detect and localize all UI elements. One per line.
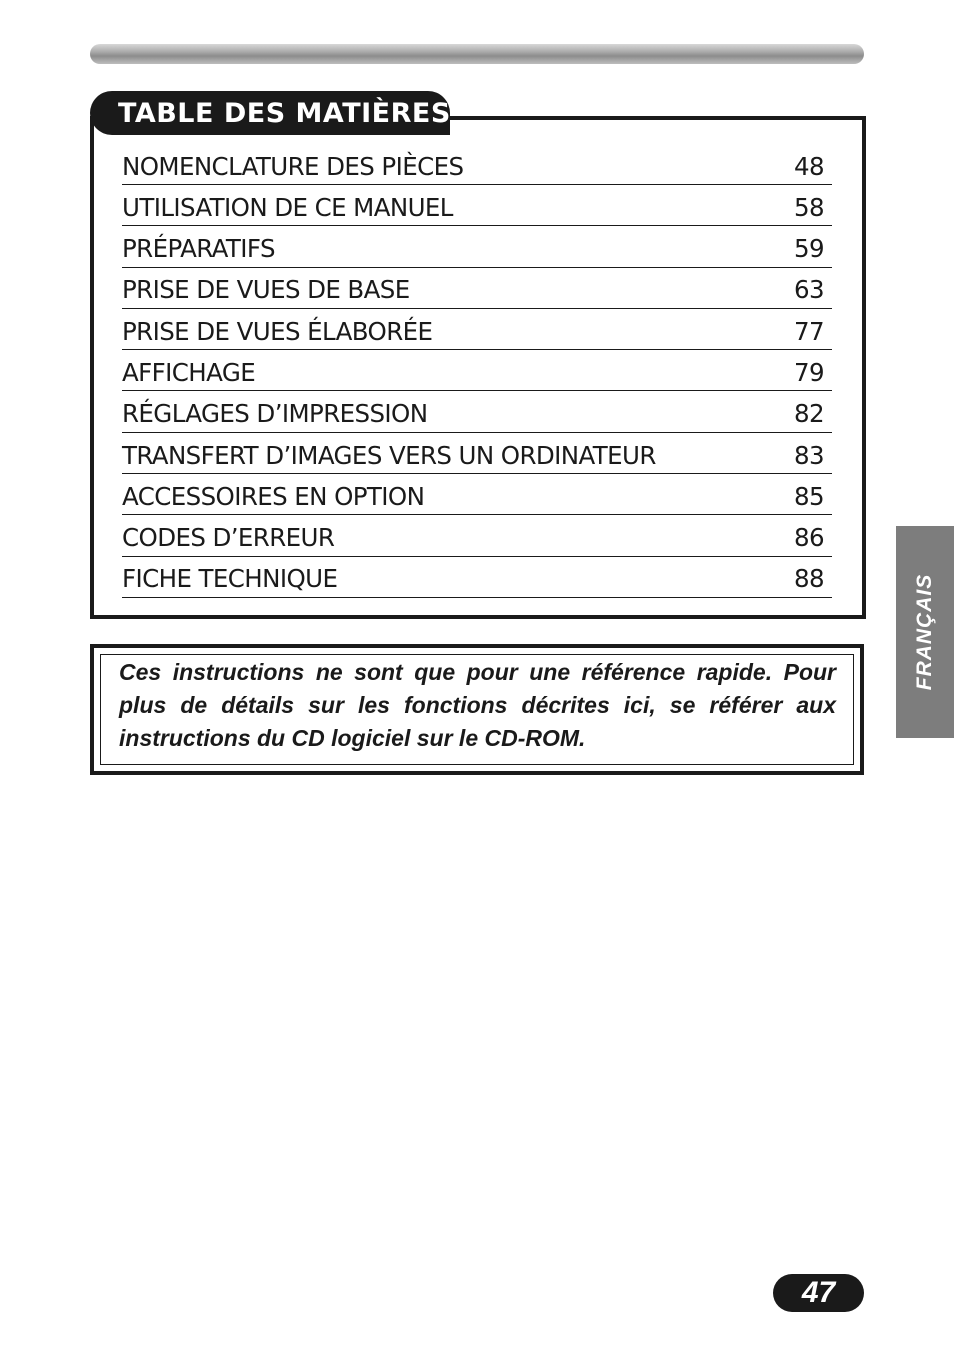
toc-entry-page: 58 xyxy=(794,192,824,222)
toc-entry-page: 83 xyxy=(794,440,824,470)
toc-entry[interactable] xyxy=(122,393,832,433)
note-text: Ces instructions ne sont que pour une référence rapide. Pour plus de détails sur les fonctions décrites ici, se référer aux instructions du CD logiciel sur le CD-ROM. xyxy=(119,659,836,751)
toc-entry-page: 79 xyxy=(794,357,824,387)
page-number-badge xyxy=(773,1274,864,1312)
toc-entry-label: CODES D’ERREUR xyxy=(122,523,335,553)
toc-entry[interactable] xyxy=(122,145,832,185)
toc-entry[interactable] xyxy=(122,517,832,557)
header-decorative-bar xyxy=(90,44,864,64)
toc-entry[interactable] xyxy=(122,351,832,391)
toc-entry[interactable] xyxy=(122,475,832,515)
toc-entry[interactable] xyxy=(122,434,832,474)
toc-entry[interactable] xyxy=(122,269,832,309)
toc-title: TABLE DES MATIÈRES xyxy=(118,97,451,129)
toc-entry-page: 88 xyxy=(794,564,824,594)
toc-entry[interactable] xyxy=(122,558,832,598)
toc-entry-label: TRANSFERT D’IMAGES VERS UN ORDINATEUR xyxy=(122,440,656,470)
toc-list xyxy=(122,145,832,599)
toc-entry-page: 48 xyxy=(794,151,824,181)
toc-entry[interactable] xyxy=(122,228,832,268)
language-side-tab xyxy=(896,526,954,738)
toc-entry-label: PRISE DE VUES DE BASE xyxy=(122,275,410,305)
toc-entry-page: 63 xyxy=(794,275,824,305)
toc-title-tab xyxy=(90,91,450,135)
toc-entry-label: ACCESSOIRES EN OPTION xyxy=(122,481,425,511)
toc-entry[interactable] xyxy=(122,186,832,226)
toc-entry[interactable] xyxy=(122,310,832,350)
toc-entry-label: AFFICHAGE xyxy=(122,357,256,387)
toc-entry-label: PRISE DE VUES ÉLABORÉE xyxy=(122,316,433,346)
toc-entry-page: 86 xyxy=(794,523,824,553)
language-label: FRANÇAIS xyxy=(913,573,936,691)
toc-entry-page: 85 xyxy=(794,481,824,511)
toc-entry-label: UTILISATION DE CE MANUEL xyxy=(122,192,453,222)
toc-entry-page: 82 xyxy=(794,399,824,429)
toc-entry-label: PRÉPARATIFS xyxy=(122,234,275,264)
toc-entry-page: 77 xyxy=(794,316,824,346)
toc-entry-label: NOMENCLATURE DES PIÈCES xyxy=(122,151,464,181)
toc-entry-label: RÉGLAGES D’IMPRESSION xyxy=(122,399,428,429)
page-number: 47 xyxy=(801,1276,836,1309)
toc-entry-page: 59 xyxy=(794,234,824,264)
toc-entry-label: FICHE TECHNIQUE xyxy=(122,564,338,594)
